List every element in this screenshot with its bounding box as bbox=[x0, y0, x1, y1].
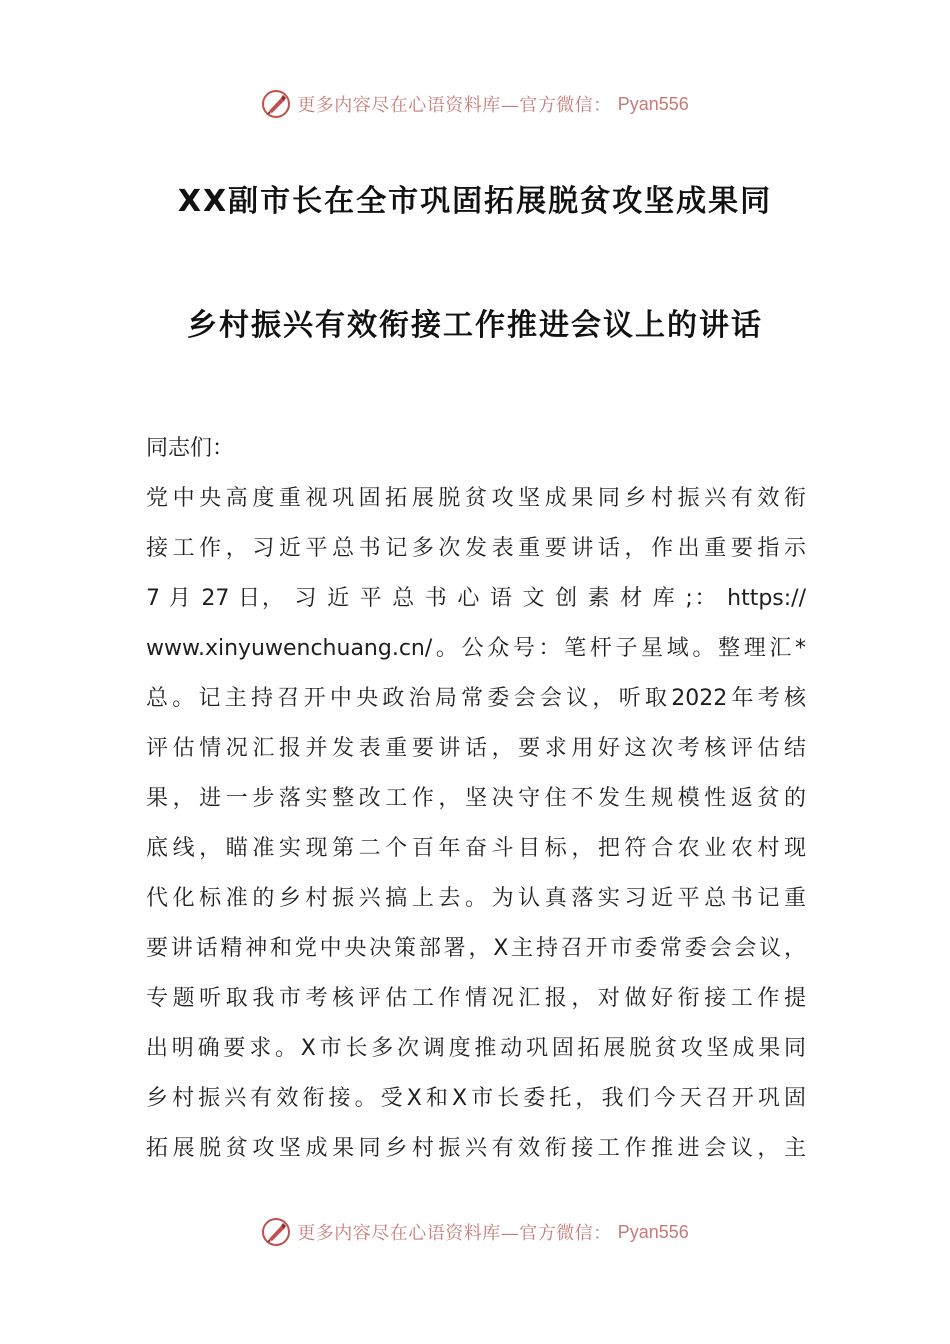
body-line: 代化标准的乡村振兴搞上去。为认真落实习近平总书记重 bbox=[146, 886, 806, 911]
body-line: 拓展脱贫攻坚成果同乡村振兴有效衔接工作推进会议，主 bbox=[146, 1136, 806, 1161]
watermark-handle: Pyan556 bbox=[617, 1221, 689, 1242]
document-title-line-2: 乡村振兴有效衔接工作推进会议上的讲话 bbox=[187, 308, 763, 343]
pen-nib-logo-icon bbox=[261, 1217, 291, 1247]
body-line: 出明确要求。X市长多次调度推动巩固拓展脱贫攻坚成果同 bbox=[146, 1036, 806, 1061]
body-line: www.xinyuwenchuang.cn/。公众号：笔杆子星域。整理汇* bbox=[146, 636, 806, 661]
body-line: 党中央高度重视巩固拓展脱贫攻坚成果同乡村振兴有效衔 bbox=[146, 486, 806, 511]
salutation: 同志们： bbox=[146, 436, 235, 461]
body-line: 总。记主持召开中央政治局常委会会议，听取2022年考核 bbox=[146, 686, 806, 711]
body-line: 接工作，习近平总书记多次发表重要讲话，作出重要指示 bbox=[146, 536, 806, 561]
watermark-text: 更多内容尽在心语资料库—官方微信： bbox=[297, 95, 612, 116]
document-title-line-1: XX副市长在全市巩固拓展脱贫攻坚成果同 bbox=[177, 184, 773, 219]
watermark-handle: Pyan556 bbox=[617, 93, 689, 114]
watermark-text: 更多内容尽在心语资料库—官方微信： bbox=[297, 1223, 612, 1244]
body-line: 7 月 27 日， 习 近 平 总 书 心 语 文 创 素 材 库 ;： https:// bbox=[146, 586, 806, 611]
footer-watermark bbox=[0, 1212, 950, 1252]
body-line: 果，进一步落实整改工作，坚决守住不发生规模性返贫的 bbox=[146, 786, 806, 811]
pen-nib-logo-icon bbox=[261, 89, 291, 119]
body-line: 专题听取我市考核评估工作情况汇报，对做好衔接工作提 bbox=[146, 986, 806, 1011]
body-line: 要讲话精神和党中央决策部署，X主持召开市委常委会会议， bbox=[146, 936, 806, 961]
body-line: 底线，瞄准实现第二个百年奋斗目标，把符合农业农村现 bbox=[146, 836, 806, 861]
body-line: 乡村振兴有效衔接。受X和X市长委托，我们今天召开巩固 bbox=[146, 1086, 806, 1111]
header-watermark bbox=[0, 84, 950, 124]
body-line: 评估情况汇报并发表重要讲话，要求用好这次考核评估结 bbox=[146, 736, 806, 761]
